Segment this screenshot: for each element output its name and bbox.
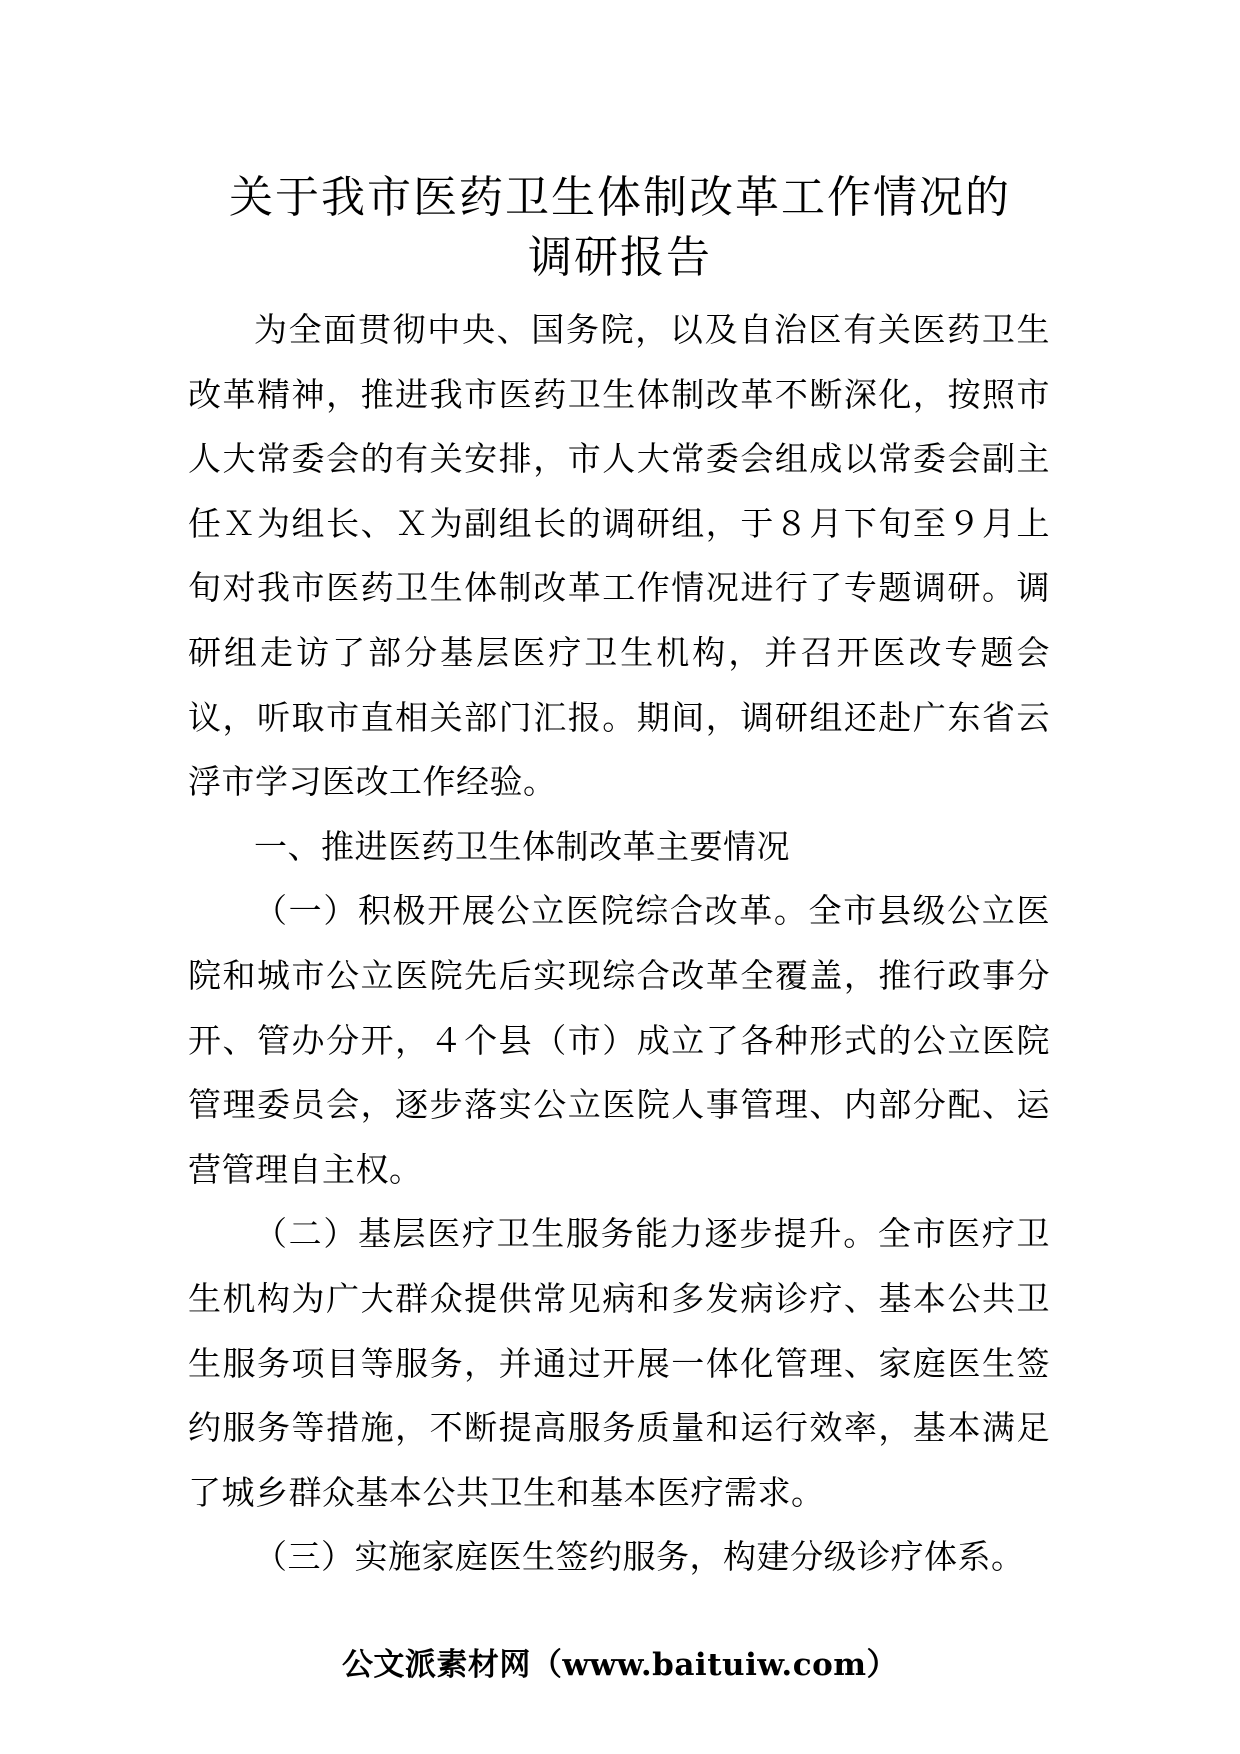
section-heading: 一、推进医药卫生体制改革主要情况 [254, 826, 790, 866]
document-title [0, 168, 1240, 288]
intro-paragraph: 为全面贯彻中央、国务院，以及自治区有关医药卫生改革精神，推进我市医药卫生体制改革不断深化，按照市人大常委会的有关安排，市人大常委会组成以常委会副主任Ｘ为组长、Ｘ为副组长的调研组，于８月下旬至９月上旬对我市医药卫生体制改革工作情况进行了专题调研。调研组走访了部分基层医疗卫生机构，并召开医改专题会议，听取市直相关部门汇报。期间，调研组还赴广东省云浮市学习医改工作经验。 [188, 310, 1050, 802]
document-body [188, 298, 1050, 1590]
subsection-paragraph-3: （三）实施家庭医生签约服务，构建分级诊疗体系。 [254, 1537, 1025, 1577]
title-line-2: 调研报告 [528, 232, 712, 283]
subsection-paragraph-1: （一）积极开展公立医院综合改革。全市县级公立医院和城市公立医院先后实现综合改革全覆盖，推行政事分开、管办分开，４个县（市）成立了各种形式的公立医院管理委员会，逐步落实公立医院人事管理、内部分配、运营管理自主权。 [188, 891, 1050, 1189]
footer-watermark: 公文派素材网（www.baituiw.com） [341, 1647, 899, 1683]
subsection-paragraph-2: （二）基层医疗卫生服务能力逐步提升。全市医疗卫生机构为广大群众提供常见病和多发病诊疗、基本公共卫生服务项目等服务，并通过开展一体化管理、家庭医生签约服务等措施，不断提高服务质量和运行效率，基本满足了城乡群众基本公共卫生和基本医疗需求。 [188, 1214, 1050, 1512]
title-line-1: 关于我市医药卫生体制改革工作情况的 [229, 172, 1011, 223]
